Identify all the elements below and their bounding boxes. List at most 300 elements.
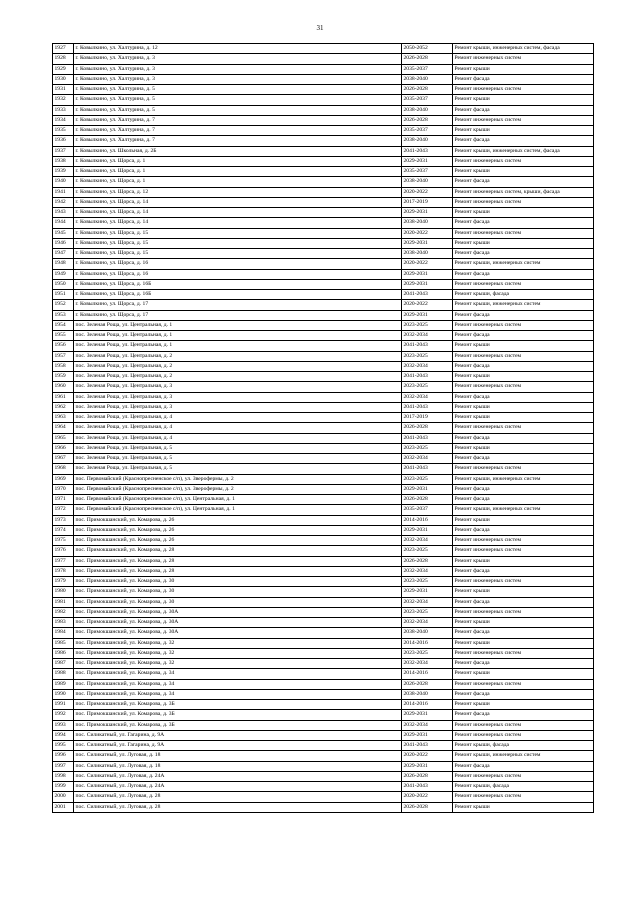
table-row [53,402,594,412]
period-cell: 2029-2031 [402,156,453,166]
period-cell: 2032-2034 [402,536,453,546]
table-row [53,761,594,771]
table-row [53,208,594,218]
table-row [53,249,594,259]
address-cell: пос. Примокшанский, ул. Комарова, д. 30 [74,597,402,607]
row-number-cell: 1949 [53,269,74,279]
row-number-cell: 1944 [53,218,74,228]
period-cell: 2020-2022 [402,792,453,802]
address-cell: г. Ковылкино, ул. Халтурина, д. 3 [74,64,402,74]
work-type-cell: Ремонт фасада [453,484,594,494]
period-cell: 2035-2037 [402,64,453,74]
work-type-cell: Ремонт крыши, инженерных систем [453,259,594,269]
period-cell: 2032-2034 [402,454,453,464]
work-type-cell: Ремонт фасада [453,495,594,505]
row-number-cell: 1930 [53,74,74,84]
table-row [53,279,594,289]
table-row [53,167,594,177]
table-row [53,433,594,443]
address-cell: пос. Примокшанский, ул. Комарова, д. 30А [74,618,402,628]
table-row [53,730,594,740]
period-cell: 2032-2034 [402,331,453,341]
period-cell: 2041-2043 [402,433,453,443]
row-number-cell: 1956 [53,341,74,351]
table-row [53,156,594,166]
period-cell: 2035-2037 [402,505,453,515]
period-cell: 2026-2028 [402,85,453,95]
period-cell: 2029-2031 [402,525,453,535]
row-number-cell: 1933 [53,105,74,115]
work-type-cell: Ремонт фасада [453,136,594,146]
period-cell: 2032-2034 [402,597,453,607]
table-row [53,382,594,392]
table-row [53,54,594,64]
address-cell: г. Ковылкино, ул. Щорса, д. 16 [74,269,402,279]
table-row [53,310,594,320]
address-cell: г. Ковылкино, ул. Щорса, д. 1 [74,156,402,166]
table-row [53,269,594,279]
row-number-cell: 1938 [53,156,74,166]
period-cell: 2029-2031 [402,484,453,494]
period-cell: 2023-2025 [402,577,453,587]
table-row [53,741,594,751]
period-cell: 2017-2019 [402,413,453,423]
work-type-cell: Ремонт фасада [453,525,594,535]
period-cell: 2041-2043 [402,341,453,351]
work-type-cell: Ремонт крыши [453,372,594,382]
address-cell: пос. Первомайский (Краснопресненское с/п), ул. Зверофермы, д. 2 [74,474,402,484]
work-type-cell: Ремонт крыши [453,638,594,648]
address-cell: г. Ковылкино, ул. Халтурина, д. 7 [74,115,402,125]
address-cell: пос. Примокшанский, ул. Комарова, д. 34 [74,679,402,689]
address-cell: пос. Зеленая Роща, ул. Центральная, д. 3 [74,402,402,412]
row-number-cell: 1986 [53,648,74,658]
work-type-cell: Ремонт инженерных систем [453,577,594,587]
table-row [53,44,594,54]
address-cell: пос. Примокшанский, ул. Комарова, д. 32 [74,659,402,669]
work-type-cell: Ремонт крыши [453,669,594,679]
address-cell: пос. Зеленая Роща, ул. Центральная, д. 1 [74,341,402,351]
address-cell: г. Ковылкино, ул. Щорса, д. 14 [74,208,402,218]
work-type-cell: Ремонт крыши [453,126,594,136]
work-type-cell: Ремонт инженерных систем [453,792,594,802]
address-cell: пос. Примокшанский, ул. Комарова, д. 32 [74,648,402,658]
address-cell: г. Ковылкино, ул. Щорса, д. 15 [74,238,402,248]
table-row [53,331,594,341]
row-number-cell: 1971 [53,495,74,505]
work-type-cell: Ремонт инженерных систем [453,156,594,166]
work-type-cell: Ремонт фасада [453,710,594,720]
work-type-cell: Ремонт инженерных систем [453,85,594,95]
address-cell: пос. Примокшанский, ул. Комарова, д. 26 [74,515,402,525]
address-cell: г. Ковылкино, ул. Щорса, д. 1 [74,167,402,177]
address-cell: пос. Зеленая Роща, ул. Центральная, д. 1 [74,320,402,330]
table-row [53,802,594,812]
period-cell: 2032-2034 [402,566,453,576]
period-cell: 2029-2031 [402,238,453,248]
period-cell: 2029-2031 [402,710,453,720]
address-cell: пос. Зеленая Роща, ул. Центральная, д. 5 [74,464,402,474]
row-number-cell: 1993 [53,720,74,730]
address-cell: пос. Примокшанский, ул. Комарова, д. 30А [74,607,402,617]
period-cell: 2014-2016 [402,515,453,525]
row-number-cell: 1937 [53,146,74,156]
row-number-cell: 1935 [53,126,74,136]
work-type-cell: Ремонт инженерных систем [453,54,594,64]
address-cell: г. Ковылкино, ул. Халтурина, д. 12 [74,44,402,54]
row-number-cell: 1994 [53,730,74,740]
work-type-cell: Ремонт фасада [453,177,594,187]
address-cell: пос. Зеленая Роща, ул. Центральная, д. 5 [74,443,402,453]
table-row [53,474,594,484]
row-number-cell: 1929 [53,64,74,74]
work-type-cell: Ремонт крыши, фасада [453,782,594,792]
table-row [53,597,594,607]
address-cell: пос. Примокшанский, ул. Комарова, д. 32 [74,638,402,648]
address-cell: г. Ковылкино, ул. Щорса, д. 1 [74,177,402,187]
period-cell: 2026-2028 [402,556,453,566]
period-cell: 2023-2025 [402,320,453,330]
work-type-cell: Ремонт инженерных систем [453,228,594,238]
period-cell: 2020-2022 [402,228,453,238]
table-row [53,679,594,689]
row-number-cell: 1950 [53,279,74,289]
row-number-cell: 1985 [53,638,74,648]
row-number-cell: 1928 [53,54,74,64]
period-cell: 2038-2040 [402,689,453,699]
address-cell: г. Ковылкино, ул. Щорса, д. 15 [74,249,402,259]
work-type-cell: Ремонт крыши [453,64,594,74]
period-cell: 2041-2043 [402,741,453,751]
table-row [53,505,594,515]
row-number-cell: 2000 [53,792,74,802]
table-row [53,669,594,679]
work-type-cell: Ремонт фасада [453,454,594,464]
address-cell: пос. Примокшанский, ул. Комарова, д. 3Б [74,720,402,730]
address-cell: г. Ковылкино, ул. Щорса, д. 16 [74,259,402,269]
row-number-cell: 1927 [53,44,74,54]
row-number-cell: 1998 [53,771,74,781]
work-type-cell: Ремонт крыши [453,515,594,525]
table-row [53,341,594,351]
period-cell: 2041-2043 [402,782,453,792]
table-row [53,351,594,361]
address-cell: пос. Зеленая Роща, ул. Центральная, д. 3 [74,382,402,392]
period-cell: 2041-2043 [402,372,453,382]
row-number-cell: 1977 [53,556,74,566]
period-cell: 2029-2031 [402,761,453,771]
row-number-cell: 1996 [53,751,74,761]
table-row [53,187,594,197]
repair-schedule-table [52,43,594,813]
row-number-cell: 1987 [53,659,74,669]
work-type-cell: Ремонт фасада [453,433,594,443]
table-row [53,300,594,310]
work-type-cell: Ремонт фасада [453,761,594,771]
work-type-cell: Ремонт фасада [453,689,594,699]
row-number-cell: 1960 [53,382,74,392]
table-row [53,413,594,423]
row-number-cell: 1999 [53,782,74,792]
address-cell: пос. Примокшанский, ул. Комарова, д. 28 [74,556,402,566]
address-cell: г. Ковылкино, ул. Халтурина, д. 5 [74,105,402,115]
page-number: 31 [316,24,324,32]
table-row [53,177,594,187]
table-row [53,238,594,248]
row-number-cell: 1945 [53,228,74,238]
work-type-cell: Ремонт инженерных систем [453,464,594,474]
work-type-cell: Ремонт фасада [453,249,594,259]
address-cell: пос. Примокшанский, ул. Комарова, д. 26 [74,525,402,535]
work-type-cell: Ремонт крыши [453,341,594,351]
work-type-cell: Ремонт крыши [453,802,594,812]
address-cell: г. Ковылкино, ул. Щорса, д. 14 [74,218,402,228]
period-cell: 2026-2028 [402,423,453,433]
row-number-cell: 1968 [53,464,74,474]
address-cell: пос. Примокшанский, ул. Комарова, д. 3Б [74,710,402,720]
table-row [53,720,594,730]
address-cell: пос. Примокшанский, ул. Комарова, д. 3Б [74,700,402,710]
table-row [53,136,594,146]
period-cell: 2020-2022 [402,751,453,761]
row-number-cell: 1932 [53,95,74,105]
work-type-cell: Ремонт фасада [453,218,594,228]
address-cell: г. Ковылкино, ул. Щорса, д. 14 [74,197,402,207]
work-type-cell: Ремонт фасада [453,392,594,402]
work-type-cell: Ремонт крыши, инженерных систем, фасада [453,146,594,156]
period-cell: 2020-2022 [402,259,453,269]
row-number-cell: 1995 [53,741,74,751]
address-cell: пос. Примокшанский, ул. Комарова, д. 26 [74,536,402,546]
work-type-cell: Ремонт фасада [453,331,594,341]
row-number-cell: 1978 [53,566,74,576]
table-row [53,146,594,156]
period-cell: 2023-2025 [402,443,453,453]
row-number-cell: 1941 [53,187,74,197]
table-row [53,115,594,125]
period-cell: 2032-2034 [402,361,453,371]
row-number-cell: 1979 [53,577,74,587]
table-row [53,546,594,556]
row-number-cell: 1984 [53,628,74,638]
period-cell: 2029-2031 [402,587,453,597]
work-type-cell: Ремонт фасада [453,74,594,84]
period-cell: 2038-2040 [402,105,453,115]
address-cell: пос. Силикатный, ул. Гагарина, д. 9А [74,741,402,751]
address-cell: г. Ковылкино, ул. Щорса, д. 16Б [74,279,402,289]
work-type-cell: Ремонт инженерных систем [453,546,594,556]
table-row [53,228,594,238]
period-cell: 2014-2016 [402,700,453,710]
row-number-cell: 1966 [53,443,74,453]
row-number-cell: 1961 [53,392,74,402]
row-number-cell: 1964 [53,423,74,433]
address-cell: г. Ковылкино, ул. Щорса, д. 17 [74,310,402,320]
table-row [53,423,594,433]
row-number-cell: 1970 [53,484,74,494]
table-row [53,689,594,699]
work-type-cell: Ремонт крыши [453,443,594,453]
row-number-cell: 1981 [53,597,74,607]
period-cell: 2041-2043 [402,402,453,412]
row-number-cell: 1931 [53,85,74,95]
address-cell: г. Ковылкино, ул. Халтурина, д. 3 [74,54,402,64]
table-row [53,218,594,228]
period-cell: 2038-2040 [402,177,453,187]
address-cell: г. Ковылкино, ул. Щорса, д. 17 [74,300,402,310]
work-type-cell: Ремонт фасада [453,361,594,371]
period-cell: 2026-2028 [402,771,453,781]
table-row [53,484,594,494]
table-row [53,85,594,95]
period-cell: 2014-2016 [402,669,453,679]
period-cell: 2029-2031 [402,310,453,320]
address-cell: пос. Зеленая Роща, ул. Центральная, д. 3 [74,392,402,402]
work-type-cell: Ремонт инженерных систем [453,197,594,207]
table-row [53,464,594,474]
table-row [53,536,594,546]
table-row [53,792,594,802]
work-type-cell: Ремонт фасада [453,105,594,115]
table-row [53,495,594,505]
address-cell: г. Ковылкино, ул. Халтурина, д. 5 [74,95,402,105]
period-cell: 2023-2025 [402,648,453,658]
work-type-cell: Ремонт крыши, инженерных систем [453,751,594,761]
row-number-cell: 1943 [53,208,74,218]
address-cell: г. Ковылкино, ул. Халтурина, д. 3 [74,74,402,84]
period-cell: 2029-2031 [402,269,453,279]
table-row [53,95,594,105]
address-cell: пос. Силикатный, ул. Луговая, д. 28 [74,792,402,802]
period-cell: 2032-2034 [402,618,453,628]
period-cell: 2035-2037 [402,167,453,177]
work-type-cell: Ремонт крыши [453,167,594,177]
row-number-cell: 1951 [53,290,74,300]
work-type-cell: Ремонт крыши, инженерных систем [453,300,594,310]
address-cell: пос. Зеленая Роща, ул. Центральная, д. 2 [74,372,402,382]
address-cell: пос. Первомайский (Краснопресненское с/п), ул. Зверофермы, д. 2 [74,484,402,494]
address-cell: пос. Силикатный, ул. Луговая, д. 18 [74,751,402,761]
address-cell: пос. Примокшанский, ул. Комарова, д. 30 [74,587,402,597]
work-type-cell: Ремонт инженерных систем [453,536,594,546]
period-cell: 2014-2016 [402,638,453,648]
period-cell: 2032-2034 [402,659,453,669]
work-type-cell: Ремонт инженерных систем [453,382,594,392]
table-row [53,454,594,464]
period-cell: 2017-2019 [402,197,453,207]
address-cell: пос. Примокшанский, ул. Комарова, д. 30А [74,628,402,638]
row-number-cell: 1997 [53,761,74,771]
work-type-cell: Ремонт инженерных систем [453,423,594,433]
table-row [53,782,594,792]
period-cell: 2050-2052 [402,44,453,54]
work-type-cell: Ремонт крыши [453,587,594,597]
address-cell: пос. Примокшанский, ул. Комарова, д. 28 [74,546,402,556]
period-cell: 2035-2037 [402,126,453,136]
table-row [53,372,594,382]
table-row [53,259,594,269]
table-body [53,44,594,813]
row-number-cell: 1942 [53,197,74,207]
period-cell: 2023-2025 [402,474,453,484]
row-number-cell: 1992 [53,710,74,720]
table-row [53,443,594,453]
address-cell: г. Ковылкино, ул. Щорса, д. 12 [74,187,402,197]
address-cell: пос. Зеленая Роща, ул. Центральная, д. 2 [74,361,402,371]
row-number-cell: 1969 [53,474,74,484]
work-type-cell: Ремонт крыши, фасада [453,741,594,751]
period-cell: 2026-2028 [402,802,453,812]
table-row [53,771,594,781]
address-cell: пос. Силикатный, ул. Луговая, д. 24А [74,771,402,781]
row-number-cell: 1939 [53,167,74,177]
address-cell: г. Ковылкино, ул. Халтурина, д. 5 [74,85,402,95]
period-cell: 2041-2043 [402,290,453,300]
work-type-cell: Ремонт крыши [453,402,594,412]
table-row [53,105,594,115]
work-type-cell: Ремонт инженерных систем [453,648,594,658]
table-row [53,566,594,576]
work-type-cell: Ремонт крыши [453,700,594,710]
work-type-cell: Ремонт крыши [453,238,594,248]
row-number-cell: 1967 [53,454,74,464]
address-cell: пос. Зеленая Роща, ул. Центральная, д. 4 [74,413,402,423]
table-row [53,64,594,74]
table-row [53,638,594,648]
row-number-cell: 1988 [53,669,74,679]
table-row [53,556,594,566]
address-cell: г. Ковылкино, ул. Щорса, д. 15 [74,228,402,238]
work-type-cell: Ремонт инженерных систем [453,351,594,361]
row-number-cell: 1973 [53,515,74,525]
row-number-cell: 1953 [53,310,74,320]
address-cell: пос. Зеленая Роща, ул. Центральная, д. 4 [74,433,402,443]
work-type-cell: Ремонт фасада [453,659,594,669]
address-cell: пос. Зеленая Роща, ул. Центральная, д. 2 [74,351,402,361]
address-cell: пос. Силикатный, ул. Луговая, д. 24А [74,782,402,792]
table-row [53,361,594,371]
period-cell: 2023-2025 [402,351,453,361]
period-cell: 2032-2034 [402,720,453,730]
row-number-cell: 1975 [53,536,74,546]
row-number-cell: 1989 [53,679,74,689]
period-cell: 2029-2031 [402,208,453,218]
table-row [53,320,594,330]
address-cell: пос. Зеленая Роща, ул. Центральная, д. 1 [74,331,402,341]
address-cell: г. Ковылкино, ул. Халтурина, д. 7 [74,126,402,136]
address-cell: пос. Силикатный, ул. Луговая, д. 28 [74,802,402,812]
table-row [53,628,594,638]
row-number-cell: 1962 [53,402,74,412]
address-cell: пос. Первомайский (Краснопресненское с/п), ул. Центральная, д. 1 [74,495,402,505]
work-type-cell: Ремонт крыши [453,413,594,423]
period-cell: 2020-2022 [402,300,453,310]
row-number-cell: 1982 [53,607,74,617]
work-type-cell: Ремонт крыши [453,208,594,218]
work-type-cell: Ремонт крыши [453,618,594,628]
work-type-cell: Ремонт инженерных систем [453,720,594,730]
row-number-cell: 1959 [53,372,74,382]
table-row [53,74,594,84]
work-type-cell: Ремонт инженерных систем [453,279,594,289]
row-number-cell: 1963 [53,413,74,423]
address-cell: пос. Примокшанский, ул. Комарова, д. 30 [74,577,402,587]
table-row [53,710,594,720]
work-type-cell: Ремонт крыши [453,556,594,566]
row-number-cell: 1974 [53,525,74,535]
table-row [53,525,594,535]
table-row [53,659,594,669]
